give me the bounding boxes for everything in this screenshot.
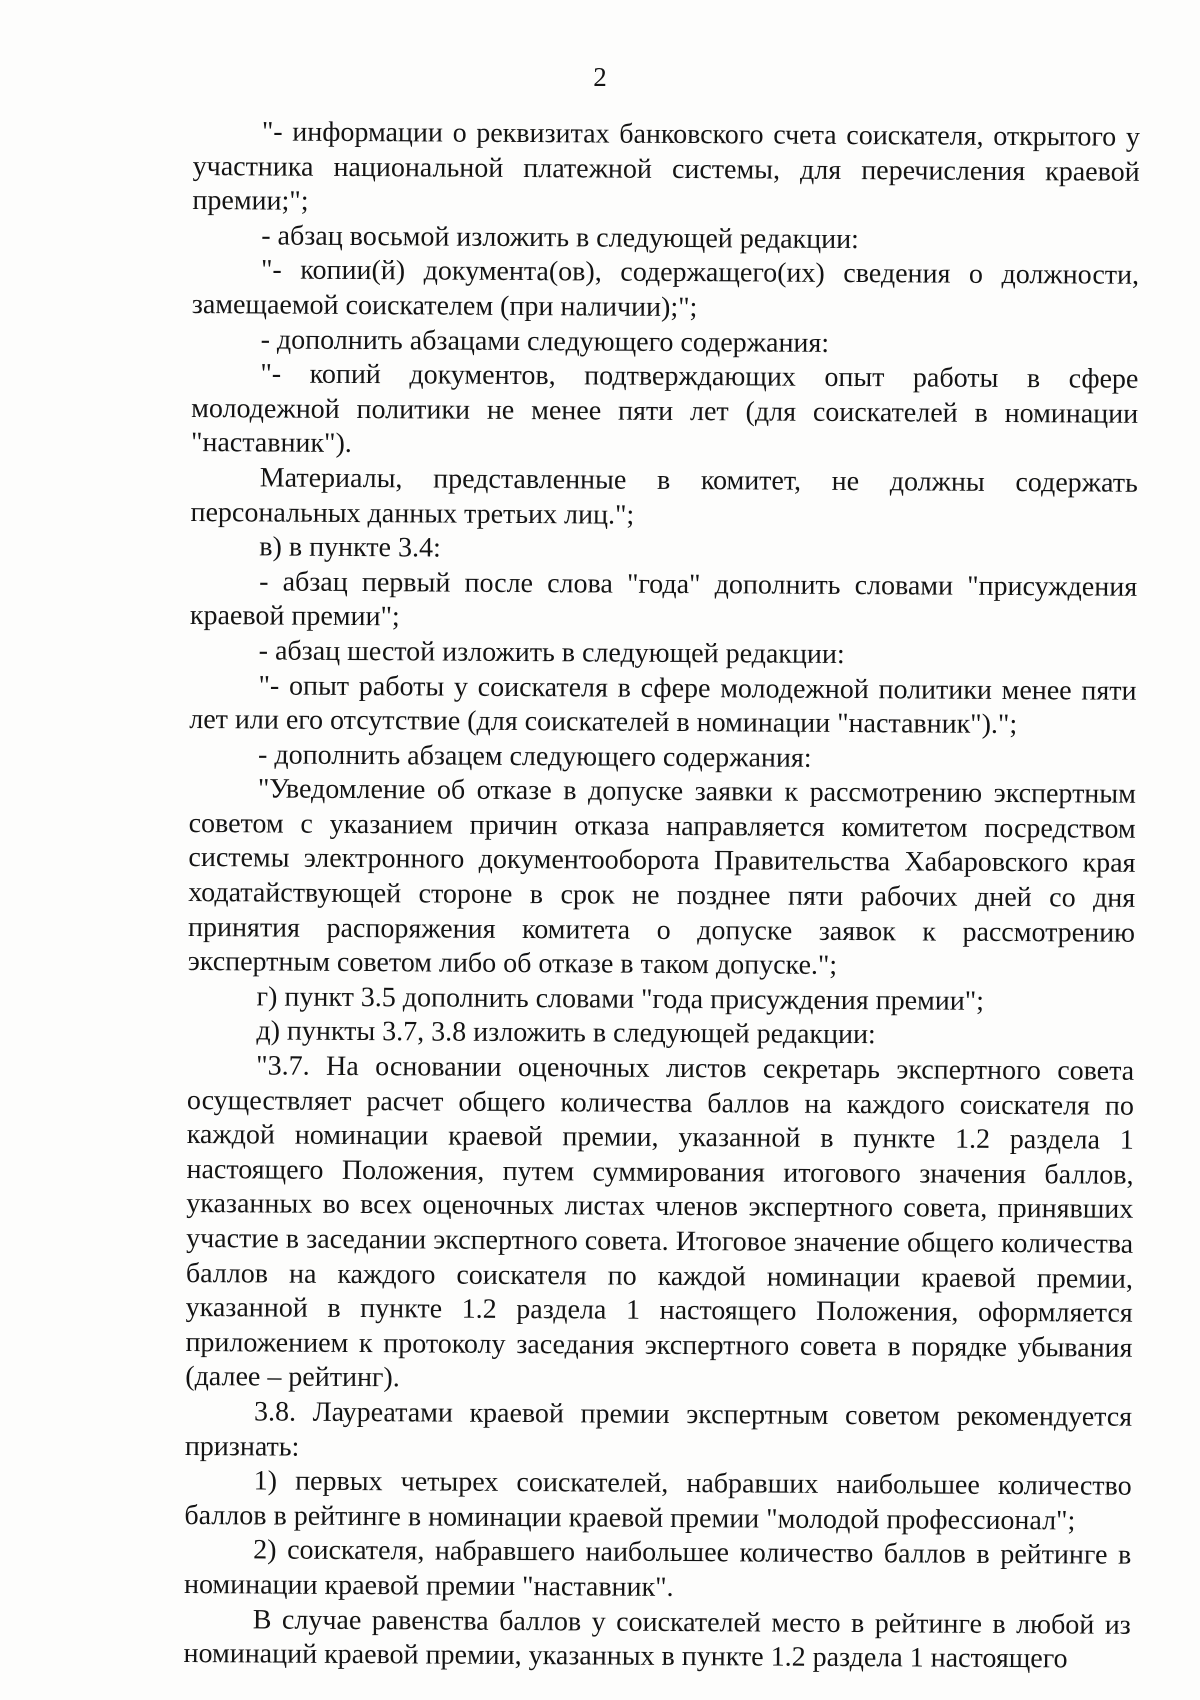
paragraph: "- информации о реквизитах банковского счета соискателя, открытого у участника национальной платежной системы, для перечисления краевой премии;"; [192, 116, 1140, 217]
paragraph: "3.7. На основании оценочных листов секретарь экспертного совета осуществляет расчет общего количества баллов на каждого соискателя по каждой номинации краевой премии, указанной в пункте 1.2 раздела 1 настоящего Положения, путем суммирования итогового значения баллов, указанных во всех оценочных листах членов экспертного совета, принявших участие в заседании экспертного совета. Итоговое значение общего количества баллов на каждого соискателя по каждой номинации краевой премии, указанной в пункте 1.2 раздела 1 настоящего Положения, оформляется приложением к протоколу заседания экспертного совета в порядке убывания (далее – рейтинг). [185, 1050, 1135, 1394]
paragraph: г) пункт 3.5 дополнить словами "года присуждения премии"; [256, 981, 985, 1017]
paragraph: В случае равенства баллов у соискателей место в рейтинге в любой из номинаций краевой премии, указанных в пункте 1.2 раздела 1 настоящего [183, 1603, 1131, 1675]
paragraph: "- копии(й) документа(ов), содержащего(их) сведения о должности, замещаемой соискателем (при наличии);"; [191, 254, 1140, 324]
paragraph: - дополнить абзацем следующего содержания: [257, 739, 812, 774]
paragraph: "- копий документов, подтверждающих опыт работы в сфере молодежной политики не менее пяти лет (для соискателей в номинации "наставник"). [190, 358, 1139, 460]
paragraph: 3.8. Лауреатами краевой премии экспертным советом рекомендуется признать: [184, 1396, 1133, 1463]
paragraph: "Уведомление об отказе в допуске заявки к рассмотрению экспертным советом с указанием причин отказа направляется комитетом посредством системы электронного документооборота Правительства Хабаровского края ходатайствующей стороне в срок не позднее пяти рабочих дней со дня принятия распоряжения комитета о допуске заявок к рассмотрению экспертным советом либо об отказе в таком допуске."; [187, 773, 1136, 982]
paragraph: - абзац восьмой изложить в следующей редакции: [261, 220, 859, 255]
paragraph: в) в пункте 3.4: [259, 531, 441, 564]
paragraph: д) пункты 3.7, 3.8 изложить в следующей редакции: [256, 1015, 876, 1051]
paragraph: 1) первых четырех соискателей, набравших наибольшее количество баллов в рейтинге в номинации краевой премии "молодой профессионал"; [184, 1465, 1132, 1537]
document-body [183, 115, 1139, 1677]
paragraph: - абзац первый после слова "года" дополнить словами "присуждения краевой премии"; [189, 566, 1138, 633]
paragraph: 2) соискателя, набравшего наибольшее количество баллов в рейтинге в номинации краевой премии "наставник". [183, 1534, 1132, 1603]
paragraph: - дополнить абзацами следующего содержания: [260, 323, 830, 359]
paragraph: - абзац шестой изложить в следующей редакции: [258, 635, 845, 670]
page-number: 2 [593, 62, 607, 92]
paragraph: "- опыт работы у соискателя в сфере молодежной политики менее пяти лет или его отсутствие (для соискателей в номинации "наставник")."; [189, 669, 1137, 741]
paragraph: Материалы, представленные в комитет, не должны содержать персональных данных третьих лиц."; [190, 462, 1138, 531]
